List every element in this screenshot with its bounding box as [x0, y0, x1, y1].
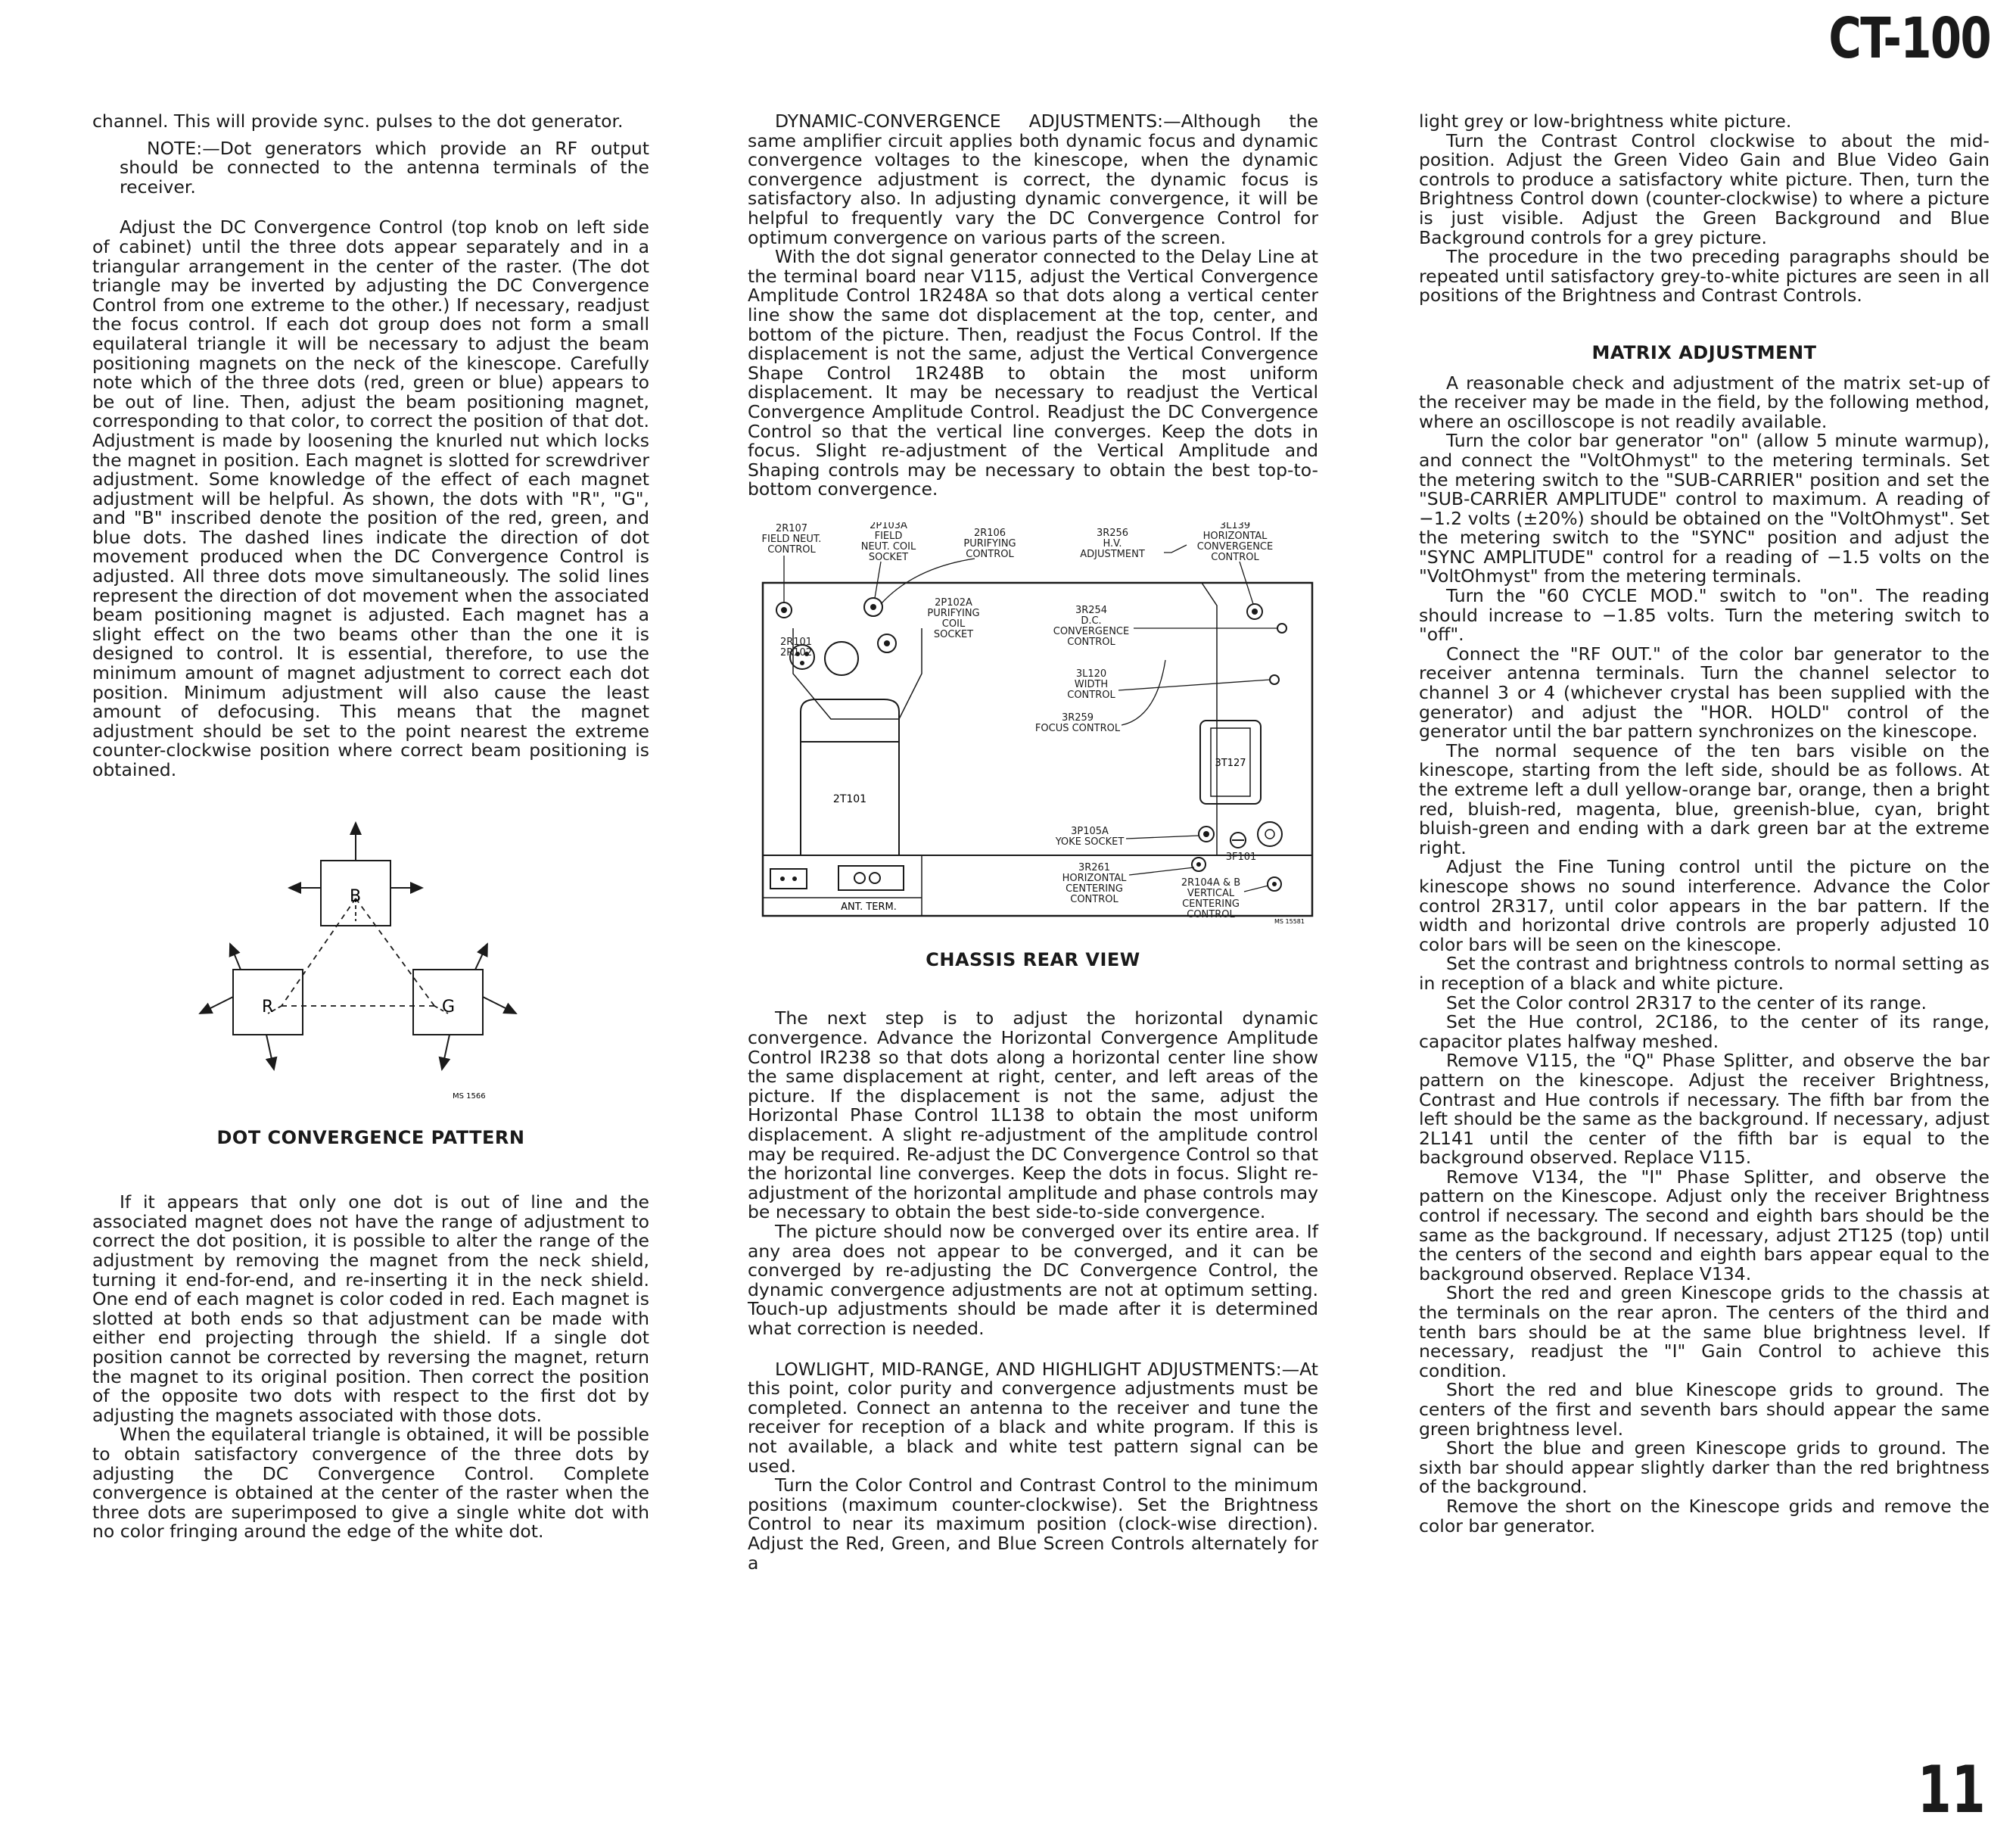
- paragraph: Adjust the DC Convergence Control (top knob on left side of cabinet) until the three dots appear separately and in a triangular arrangement in the center of the raster. (The dot triangle may be inverted by adjusting the DC Convergence Control from one extreme to the other.) If necessary, readjust the focus control. If each dot group does not form a small equilateral triangle it will be necessary to adjust the beam positioning magnets on the neck of the kinescope. Carefully note which of the three dots (red, green or blue) appears to be out of line. Then, adjust the beam positioning magnet, corresponding to that color, to correct the position of that dot. Adjustment is made by loosening the knurled nut which locks the magnet in position. Each magnet is slotted for screwdriver adjustment. Some knowledge of the effect of each magnet adjustment will be helpful. As shown, the dots with "R", "G", and "B" inscribed denote the position of the red, green, and blue dots. The dashed lines indicate the direction of dot movement produced when the DC Convergence Control is adjusted. All three dots move simultaneously. The solid lines represent the direction of dot movement when the associated beam positioning magnet is adjusted. Each magnet has a slight effect on the two beams other than the one it is designed to control. It is essential, therefore, to use the minimum amount of magnet adjustment to correct each dot position. Minimum adjustment will also cause the least amount of defocusing. This means that the magnet adjustment should be set to the point nearest the extreme counter-clockwise position where correct beam positioning is obtained.: [92, 216, 649, 780]
- figure-code: MS 1566: [453, 1091, 486, 1101]
- label-2r107: 2R107: [775, 522, 808, 534]
- label-2p102a: PURIFYING: [927, 607, 980, 619]
- dot-convergence-diagram: [92, 808, 649, 1133]
- paragraph: Turn the Contrast Control clockwise to about the mid-position. Adjust the Green Video Gain and Blue Video Gain controls to produce a satisfactory white picture. Then, turn the Brightness Control down (counter-clockwise) to where a picture is just visible. Adjust the Green Background and Blue Background controls for a grey picture.: [1419, 129, 1990, 248]
- label-2r106: 2R106: [973, 527, 1006, 539]
- label-3r259: 3R259: [1061, 711, 1094, 724]
- page-number: 11: [1918, 1752, 1986, 1828]
- paragraph: The picture should now be converged over its entire area. If any area does not appear to be converged, and it can be converged by re-adjusting the DC Convergence Control, the dynamic convergence adjustments are not at optimum setting. Touch-up adjustments should be made after it is determined what correction is needed.: [748, 1221, 1318, 1339]
- label-2r101: 2R101: [779, 636, 813, 648]
- chassis-rear-view-diagram: [748, 522, 1318, 946]
- column-right: [1419, 112, 1990, 1536]
- label-2r106: CONTROL: [966, 548, 1014, 560]
- paragraph: When the equilateral triangle is obtained, it will be possible to obtain satisfactory convergence of the three dots by adjusting the DC Convergence Control. Complete convergence is obtained at the center of the raster when the three dots are superimposed to give a single white dot with no color fringing around the edge of the white dot.: [92, 1424, 649, 1543]
- column-left: [92, 112, 649, 1542]
- label-3r256: 3R256: [1096, 527, 1129, 539]
- label-3r254: D.C.: [1081, 615, 1102, 627]
- label-2p103a: NEUT. COIL: [860, 540, 916, 553]
- paragraph: Remove V115, the "Q" Phase Splitter, and observe the bar pattern on the kinescope. Adjust the receiver Brightness, Contrast and Hue controls if necessary. The fifth bar from the left should be the same as the background. If necessary, adjust 2L141 until the center of the fifth bar is equal to the background observed. Replace V115.: [1419, 1050, 1990, 1169]
- paragraph: Turn the Color Control and Contrast Control to the minimum positions (maximum counter-clockwise). Set the Brightness Control to near its maximum position (clock-wise direction). Adjust the Red, Green, and Blue Screen Controls alternately for a: [748, 1474, 1318, 1574]
- paragraph: Remove V134, the "I" Phase Splitter, and observe the pattern on the Kinescope. Adjust only the receiver Brightness control if necessary. The second and eighth bars should be the same as the background. If necessary, adjust 2T125 (top) until the centers of the second and eighth bars appear equal to the background observed. Replace V134.: [1419, 1166, 1990, 1284]
- label-2p103a: 2P103A: [870, 522, 907, 531]
- paragraph: DYNAMIC-CONVERGENCE ADJUSTMENTS:—Although the same amplifier circuit applies both dynamic focus and dynamic convergence voltages to the kinescope, when the dynamic convergence adjustment is correct, the dynamic focus is satisfactory also. In adjusting dynamic convergence, it will be helpful to frequently vary the DC Convergence Control for optimum convergence on various parts of the screen.: [748, 111, 1318, 248]
- dot-label-b: B: [350, 886, 362, 906]
- label-2r107: FIELD NEUT.: [761, 533, 822, 545]
- paragraph: Adjust the Fine Tuning control until the picture on the kinescope shows no sound interference. Advance the Color control 2R317, until color appears in the bar pattern. If the width and horizontal drive controls are properly adjusted 10 color bars will be seen on the kinescope.: [1419, 856, 1990, 955]
- paragraph: Set the contrast and brightness controls to normal setting as in reception of a black and white picture.: [1419, 953, 1990, 994]
- label-2p102a: SOCKET: [933, 628, 974, 640]
- label-3r261: CONTROL: [1070, 893, 1118, 905]
- paragraph: The next step is to adjust the horizontal dynamic convergence. Advance the Horizontal Convergence Amplitude Control IR238 so that dots along a horizontal center line show the same displacement at right, center, and left areas of the picture. If the displacement is not the same, adjust the Horizontal Phase Control 1L138 to obtain the most uniform displacement. A slight re-adjustment of the amplitude control may be required. Re-adjust the DC Convergence Control so that the horizontal line converges. Keep the dots in focus. Slight re-adjustment of the horizontal amplitude and phase controls may be necessary to obtain the best side-to-side convergence.: [748, 1007, 1318, 1223]
- label-3l120: 3L120: [1075, 668, 1107, 680]
- label-3l120: CONTROL: [1067, 689, 1115, 701]
- label-2p102a: 2P102A: [935, 596, 972, 609]
- dot-label-g: G: [442, 997, 456, 1017]
- label-3r261: HORIZONTAL: [1062, 872, 1127, 884]
- label-3r261: 3R261: [1078, 861, 1111, 873]
- label-2p103a: FIELD: [874, 530, 903, 542]
- label-ant-term: ANT. TERM.: [841, 901, 897, 913]
- label-2r106: PURIFYING: [963, 537, 1016, 550]
- label-2r107: CONTROL: [767, 543, 816, 556]
- label-3r254: 3R254: [1075, 604, 1108, 616]
- dot-label-r: R: [262, 997, 274, 1017]
- figure-caption: DOT CONVERGENCE PATTERN: [216, 1126, 525, 1148]
- section-heading: MATRIX ADJUSTMENT: [1591, 341, 1817, 363]
- model-number: CT-100: [1828, 6, 1990, 71]
- paragraph: A reasonable check and adjustment of the matrix set-up of the receiver may be made in the field, by the following method, where an oscilloscope is not readily available.: [1419, 372, 1990, 432]
- label-3r254: CONVERGENCE: [1053, 625, 1130, 637]
- paragraph: Turn the color bar generator "on" (allow 5 minute warmup), and connect the "VoltOhmyst" to the metering terminals. Set the metering switch to the "SUB-CARRIER" position and set the "SUB-CARRIER AMPLITUDE" control to maximum. A reading of −1.2 volts (±20%) should be obtained on the "VoltOhmyst". Set the metering switch to the "SYNC" position and adjust the "SYNC AMPLITUDE" control for a reading of −1.5 volts on the "VoltOhmyst" from the metering terminals.: [1419, 430, 1990, 587]
- label-3p105a: YOKE SOCKET: [1055, 836, 1125, 848]
- label-2p102a: COIL: [941, 618, 966, 630]
- paragraph: light grey or low-brightness white picture.: [1419, 111, 1792, 132]
- label-2r104: 2R104A & B: [1181, 876, 1241, 889]
- label-3r256: H.V.: [1103, 537, 1122, 550]
- note-paragraph: NOTE:—Dot generators which provide an RF output should be connected to the antenna terminals of the receiver.: [120, 137, 649, 198]
- label-3t127: 3T127: [1215, 757, 1246, 769]
- paragraph: The procedure in the two preceding paragraphs should be repeated until satisfactory grey-to-white pictures are seen in all positions of the Brightness and Contrast Controls.: [1419, 246, 1990, 307]
- label-3r259: FOCUS CONTROL: [1034, 722, 1121, 734]
- column-middle: [748, 112, 1318, 1573]
- paragraph: Set the Hue control, 2C186, to the center of its range, capacitor plates halfway meshed.: [1419, 1011, 1990, 1052]
- paragraph: Short the red and blue Kinescope grids to ground. The centers of the first and seventh bars should appear the same green brightness level.: [1419, 1379, 1990, 1440]
- label-2r104: VERTICAL: [1187, 887, 1235, 899]
- label-3l139: CONVERGENCE: [1196, 540, 1274, 553]
- label-3l139: CONTROL: [1211, 551, 1259, 563]
- label-2p103a: SOCKET: [868, 551, 909, 563]
- paragraph: Short the blue and green Kinescope grids to ground. The sixth bar should appear slightly darker than the red brightness of the background.: [1419, 1437, 1990, 1498]
- figure-caption: CHASSIS REAR VIEW: [926, 948, 1140, 970]
- paragraph: If it appears that only one dot is out of line and the associated magnet does not have the range of adjustment to correct the dot position, it is possible to alter the range of the adjustment by removing the magnet from the neck shield, turning it end-for-end, and re-inserting it in the neck shield. One end of each magnet is color coded in red. Each magnet is slotted at both ends so that adjustment can be made with either end projecting through the shield. If a single dot position cannot be corrected by reversing the magnet, return the magnet to its original position. Then correct the position of the opposite two dots with respect to the first dot by adjusting the magnets associated with those dots.: [92, 1191, 649, 1426]
- label-2t101: 2T101: [832, 792, 867, 805]
- label-3r256: ADJUSTMENT: [1080, 548, 1145, 560]
- paragraph: LOWLIGHT, MID-RANGE, AND HIGHLIGHT ADJUSTMENTS:—At this point, color purity and convergence adjustments must be completed. Connect an antenna to the receiver and tune the receiver for reception of a black and white program. If this is not available, a black and white test pattern signal can be used.: [748, 1358, 1318, 1477]
- paragraph: channel. This will provide sync. pulses to the dot generator.: [92, 111, 624, 132]
- label-2r104: CENTERING: [1182, 898, 1240, 910]
- label-2r102: 2R102: [779, 646, 813, 659]
- paragraph: Remove the short on the Kinescope grids and remove the color bar generator.: [1419, 1495, 1990, 1537]
- paragraph: Set the Color control 2R317 to the center of its range.: [1446, 992, 1927, 1013]
- paragraph: Connect the "RF OUT." of the color bar generator to the receiver antenna terminals. Turn the channel selector to channel 3 or 4 (whichever crystal has been supplied with the generator) and adjust the "HOR. HOLD" control of the generator until the bar pattern synchronizes on the kinescope.: [1419, 643, 1990, 743]
- paragraph: The normal sequence of the ten bars visible on the kinescope, starting from the left side, should be as follows. At the extreme left a dull yellow-orange bar, orange, then a bright red, bluish-red, magenta, blue, greenish-blue, cyan, bright bluish-green and ending with a dark green bar at the extreme right.: [1419, 739, 1990, 858]
- label-3p105a: 3P105A: [1071, 825, 1109, 837]
- label-2r104: CONTROL: [1187, 908, 1235, 920]
- label-3l139: 3L139: [1219, 522, 1251, 531]
- paragraph: Short the red and green Kinescope grids to the chassis at the terminals on the rear apron. The centers of the third and tenth bars should be at the same blue brightness level. If necessary, readjust the "I" Gain Control to achieve this condition.: [1419, 1282, 1990, 1381]
- paragraph: Turn the "60 CYCLE MOD." switch to "on". The reading should increase to −1.85 volts. Turn the metering switch to "off".: [1419, 585, 1990, 646]
- label-3l120: WIDTH: [1074, 678, 1109, 690]
- label-3r261: CENTERING: [1066, 883, 1123, 895]
- paragraph: With the dot signal generator connected to the Delay Line at the terminal board near V115, adjust the Vertical Convergence Amplitude Control 1R248A so that dots along a vertical center line show the same dot displacement at the top, center, and bottom of the picture. Then, readjust the Focus Control. If the displacement is not the same, adjust the Vertical Convergence Shape Control 1R248B to obtain the most uniform displacement. It may be necessary to readjust the Vertical Convergence Amplitude Control. Readjust the DC Convergence Control so that the vertical line converges. Keep the dots in focus. Slight re-adjustment of the Vertical Amplitude and Shaping controls may be necessary to obtain the best top-to-bottom convergence.: [748, 246, 1318, 500]
- label-3r254: CONTROL: [1067, 636, 1115, 648]
- figure-code: MS 15581: [1274, 917, 1305, 925]
- label-3f101: 3F101: [1225, 851, 1257, 863]
- label-3l139: HORIZONTAL: [1202, 530, 1268, 542]
